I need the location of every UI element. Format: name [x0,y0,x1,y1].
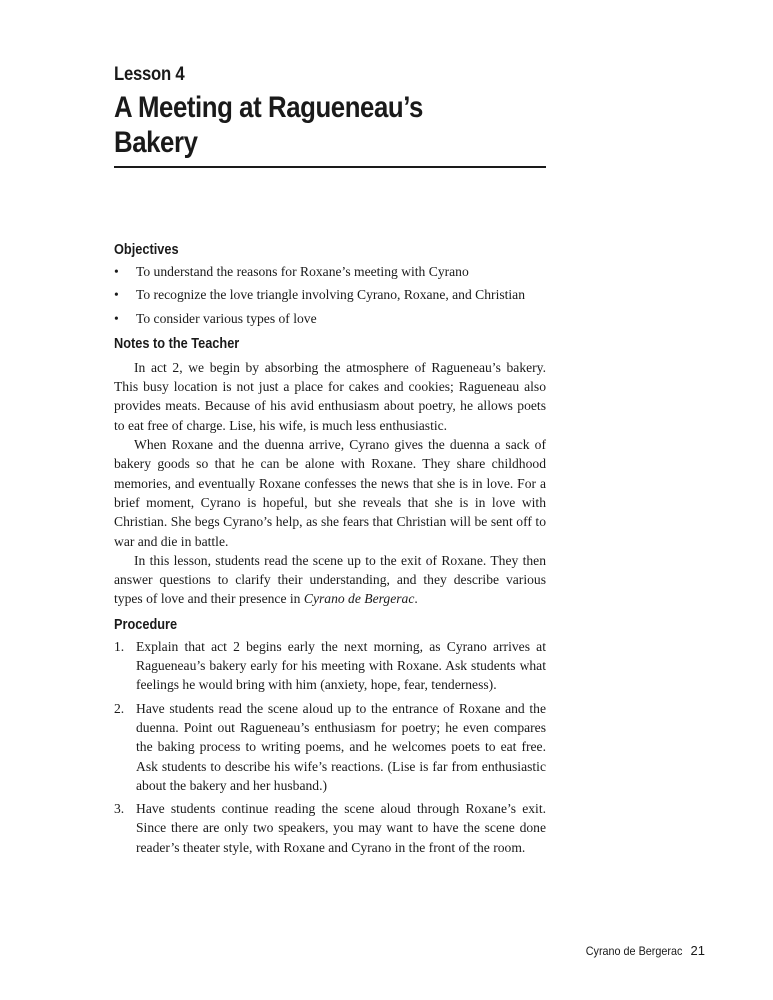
procedure-step [114,799,546,857]
page-number: 21 [690,943,705,958]
notes-paragraph: In act 2, we begin by absorbing the atmosphere of Ragueneau’s bakery. This busy location is not just a place for cakes and cookies; Ragueneau also provides meats. Because of his avid enthusiasm about poetry, he allows poets to eat free of charge. Lise, his wife, is much less enthusiastic. [114,359,546,433]
lesson-title-line-1: A Meeting at Ragueneau’s [114,91,423,124]
lesson-title [114,90,545,160]
step-text: Explain that act 2 begins early the next morning, as Cyrano arrives at Ragueneau’s bakery early for his meeting with Roxane. Ask students what feelings he would bring with him (anxiety, hope, fear, tenderness). [136,638,546,693]
step-text: Have students continue reading the scene aloud through Roxane’s exit. Since there are only two speakers, you may want to have the scene done reader’s theater style, with Roxane and Cyrano in the front of the room. [136,801,546,855]
notes-paragraph-text: In this lesson, students read the scene up to the exit of Roxane. They then answer questions to clarify their understanding, and they describe various types of love and their presence in [114,552,546,607]
footer-book-title: Cyrano de Bergerac [585,944,683,958]
title-divider [114,166,546,168]
objective-item [114,309,546,328]
objective-text: To recognize the love triangle involving Cyrano, Roxane, and Christian [136,287,526,303]
book-title-italic: Cyrano de Bergerac [303,591,415,607]
lesson-title-line-2: Bakery [114,126,198,159]
lesson-label: Lesson 4 [114,64,185,85]
page-footer [575,943,705,958]
procedure-heading: Procedure [114,616,178,633]
bullet-icon: • [114,310,119,326]
objectives-list [114,262,546,328]
procedure-step [114,637,546,695]
notes-heading: Notes to the Teacher [114,335,240,352]
step-text: Have students read the scene aloud up to the entrance of Roxane and the duenna. Point out Ragueneau’s enthusiasm for poetry; he even compares the baking process to writing poems, and he welcomes poets to eat free. Ask students to describe his wife’s reactions. (Lise is far from enthusiastic about the bakery and her husband.) [136,700,546,793]
notes-body [114,358,546,609]
notes-paragraph-end: . [414,591,418,607]
bullet-icon: • [114,287,119,303]
objective-item [114,285,546,304]
step-number: 2. [114,700,125,716]
objective-item [114,262,546,281]
objective-text: To understand the reasons for Roxane’s meeting with Cyrano [136,264,469,279]
step-number: 3. [114,801,125,817]
notes-paragraph [114,551,546,609]
objectives-heading: Objectives [114,242,179,258]
page-content [114,62,546,861]
notes-paragraph: When Roxane and the duenna arrive, Cyrano gives the duenna a sack of bakery goods so that he can be alone with Roxane. They share childhood memories, and eventually Roxane confesses the news that she is in love. For a brief moment, Cyrano is hopeful, but she reveals that she is in love with Christian. She begs Cyrano’s help, as she fears that Christian will be sent off to war and die in battle. [114,437,546,549]
procedure-list [114,637,546,857]
procedure-step [114,699,546,795]
objective-text: To consider various types of love [136,310,317,326]
step-number: 1. [114,638,125,654]
bullet-icon: • [114,264,119,279]
